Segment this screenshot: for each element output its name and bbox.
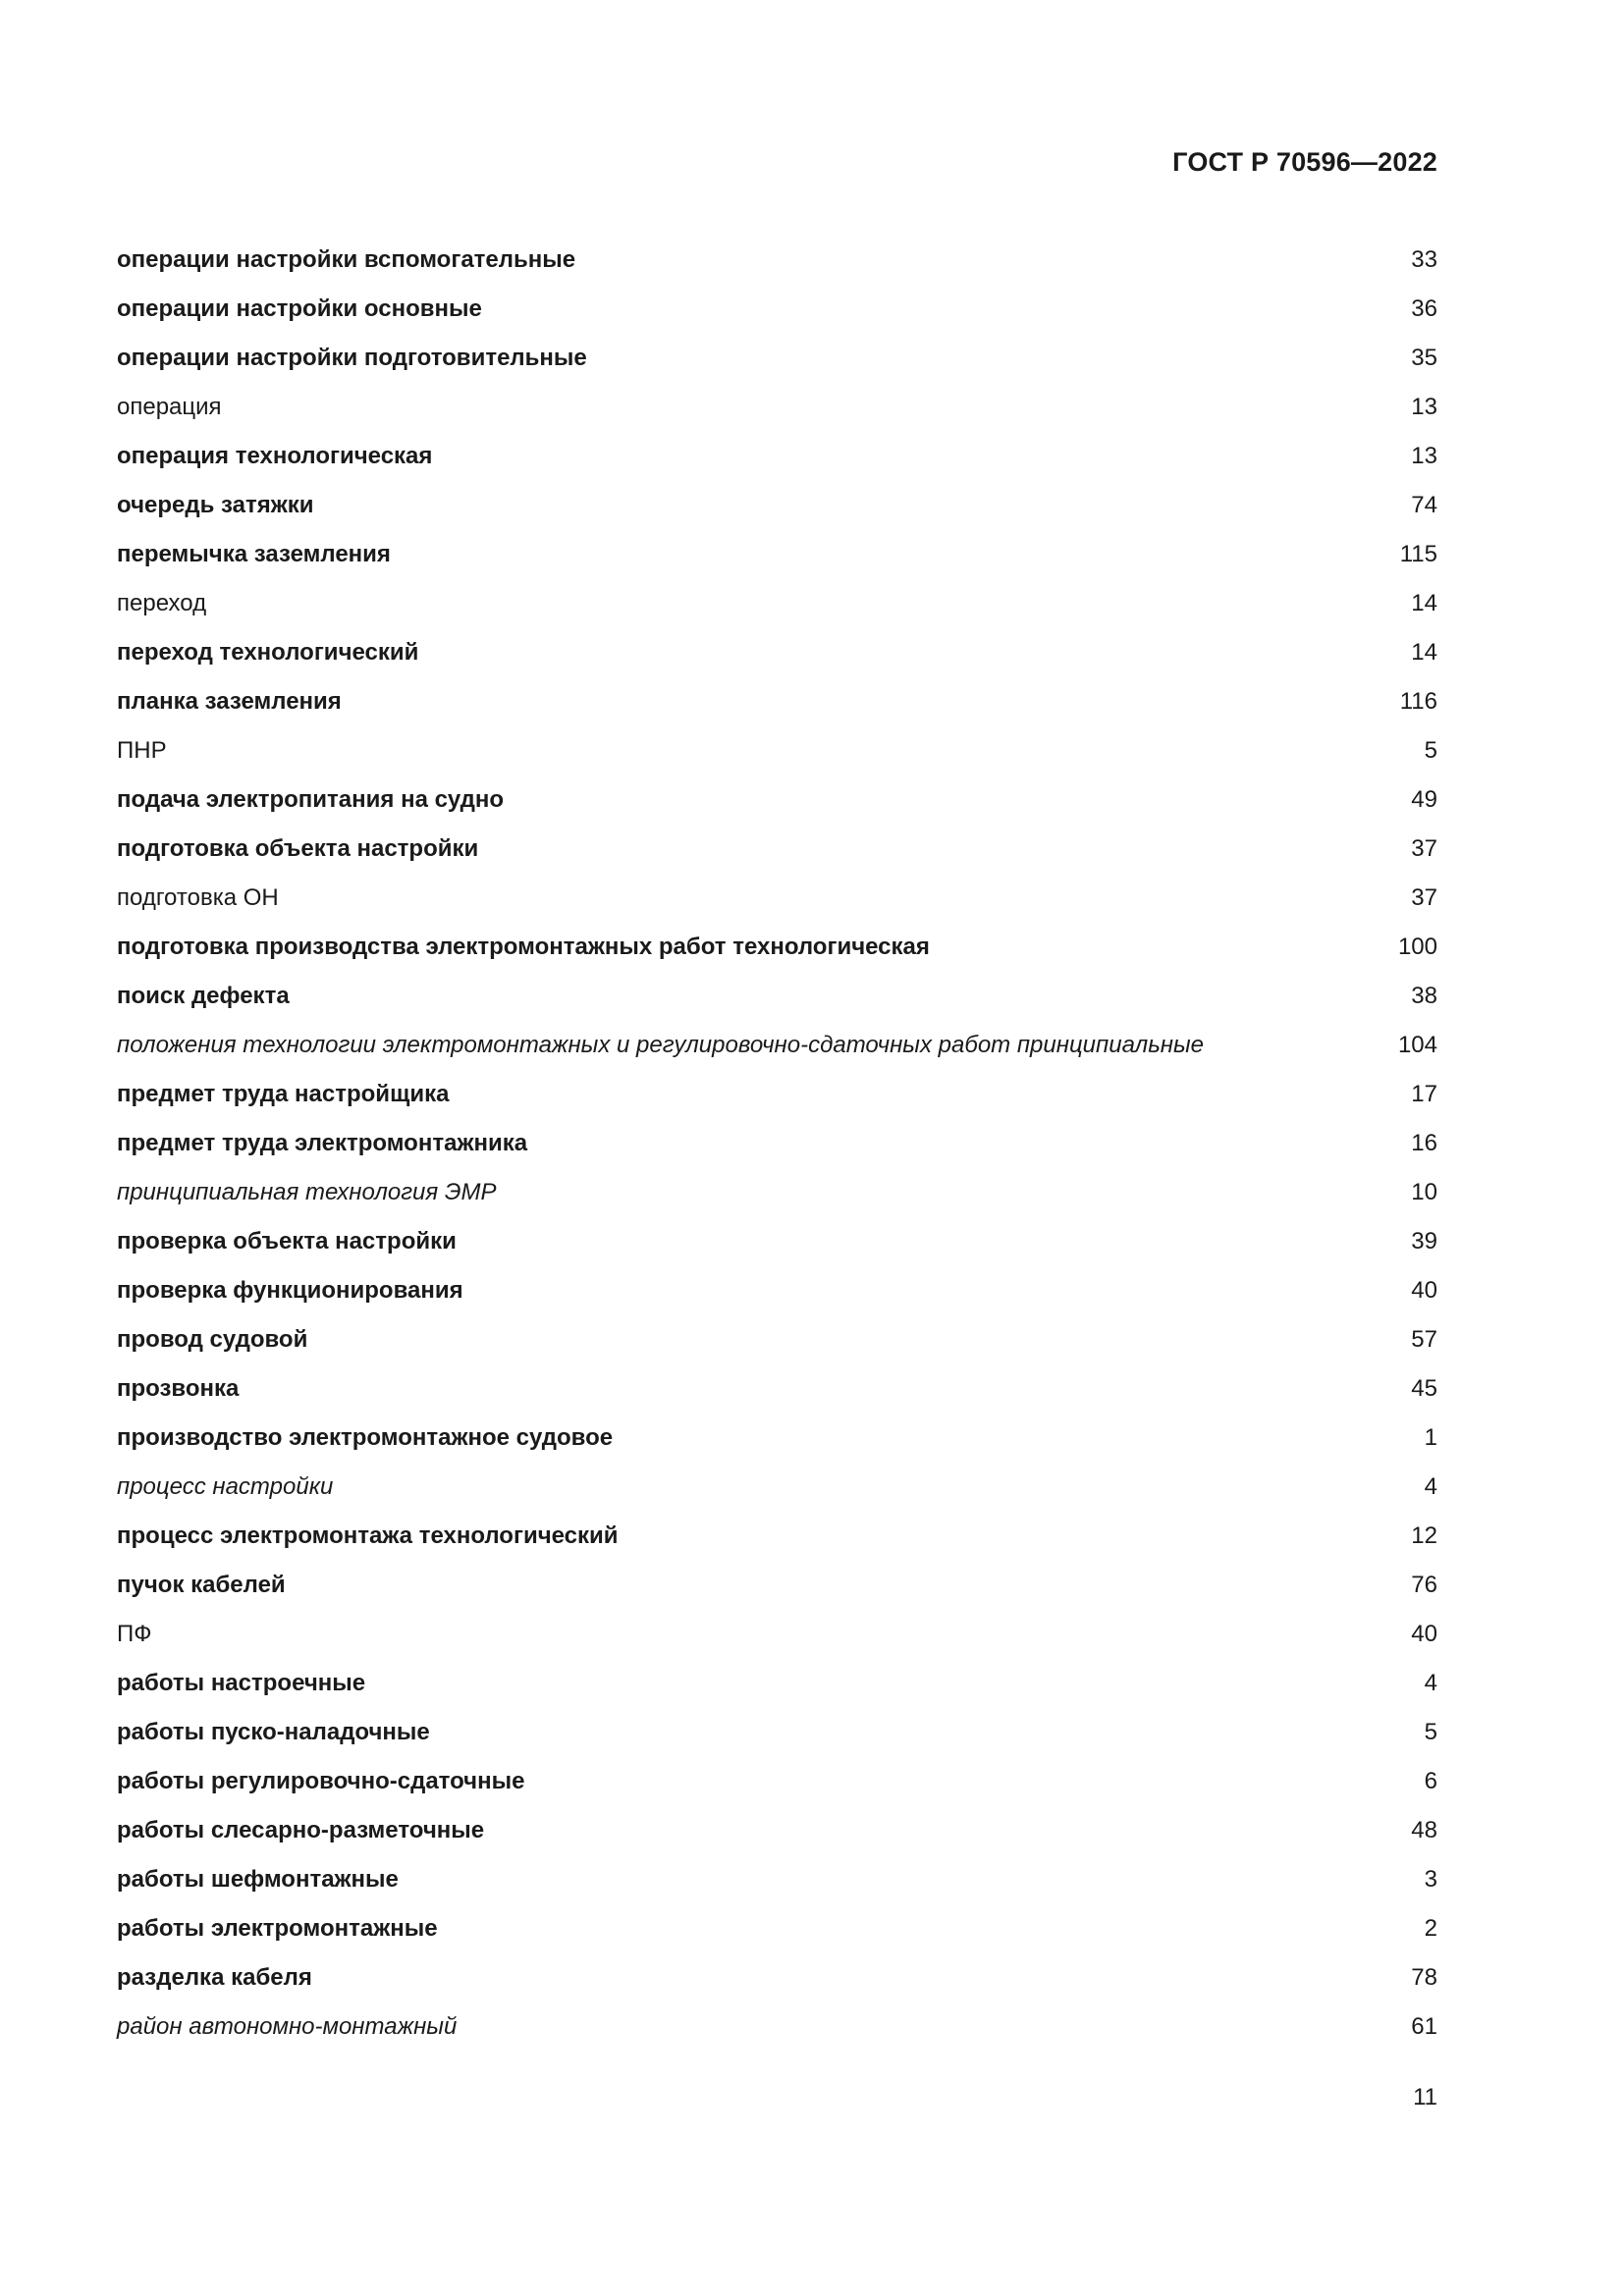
index-term: процесс электромонтажа технологический	[117, 1522, 619, 1549]
index-entry	[117, 1512, 1437, 1561]
index-term: работы электромонтажные	[117, 1915, 438, 1942]
index-page-ref: 40	[1411, 1277, 1437, 1304]
index-term: операции настройки подготовительные	[117, 345, 587, 371]
index-term: предмет труда электромонтажника	[117, 1130, 528, 1156]
index-page-ref: 100	[1397, 934, 1437, 960]
index-entry	[117, 530, 1437, 579]
index-page-ref: 74	[1411, 492, 1437, 518]
index-page-ref: 5	[1424, 737, 1437, 764]
index-entry	[117, 334, 1437, 383]
index-term: планка заземления	[117, 688, 342, 715]
index-term: проверка объекта настройки	[117, 1228, 457, 1255]
index-term: операция технологическая	[117, 443, 433, 469]
index-term: прозвонка	[117, 1375, 240, 1402]
index-entry	[117, 1364, 1437, 1414]
index-page-ref: 16	[1411, 1130, 1437, 1156]
index-term: ПФ	[117, 1621, 152, 1647]
index-page-ref: 37	[1411, 835, 1437, 862]
index-entry	[117, 2002, 1437, 2052]
index-page-ref: 49	[1411, 786, 1437, 813]
index-page-ref: 48	[1411, 1817, 1437, 1843]
index-entry	[117, 677, 1437, 726]
index-page-ref: 1	[1424, 1424, 1437, 1451]
index-entry	[117, 923, 1437, 972]
index-term: процесс настройки	[117, 1473, 334, 1500]
index-entry	[117, 383, 1437, 432]
index-page-ref: 36	[1411, 295, 1437, 322]
index-term: пучок кабелей	[117, 1572, 286, 1598]
index-page-ref: 39	[1411, 1228, 1437, 1255]
index-page-ref: 14	[1411, 639, 1437, 666]
index-entry	[117, 1953, 1437, 2002]
index-page-ref: 17	[1411, 1081, 1437, 1107]
index-entry	[117, 1414, 1437, 1463]
index-page-ref: 12	[1411, 1522, 1437, 1549]
index-term: район автономно-монтажный	[117, 2013, 458, 2040]
index-entry	[117, 825, 1437, 874]
index-entry	[117, 1708, 1437, 1757]
index-term: подготовка производства электромонтажных работ технологическая	[117, 934, 930, 960]
index-entry	[117, 1021, 1437, 1070]
alphabetical-index	[117, 236, 1437, 2052]
index-term: очередь затяжки	[117, 492, 314, 518]
index-entry	[117, 1757, 1437, 1806]
document-header: ГОСТ Р 70596—2022	[1172, 147, 1437, 177]
index-page-ref: 5	[1424, 1719, 1437, 1745]
index-term: положения технологии электромонтажных и регулировочно-сдаточных работ принципиальные	[117, 1032, 1205, 1058]
index-entry	[117, 1168, 1437, 1217]
index-entry	[117, 1610, 1437, 1659]
index-page-ref: 116	[1399, 688, 1437, 715]
index-page-ref: 13	[1411, 443, 1437, 469]
index-entry	[117, 285, 1437, 334]
index-entry	[117, 775, 1437, 825]
index-term: операции настройки вспомогательные	[117, 246, 576, 273]
index-term: работы регулировочно-сдаточные	[117, 1768, 525, 1794]
index-page-ref: 38	[1411, 983, 1437, 1009]
index-page-ref: 115	[1399, 541, 1437, 567]
index-entry	[117, 874, 1437, 923]
index-entry	[117, 1070, 1437, 1119]
index-page-ref: 37	[1411, 884, 1437, 911]
index-term: подача электропитания на судно	[117, 786, 505, 813]
index-entry	[117, 1315, 1437, 1364]
index-page-ref: 10	[1411, 1179, 1437, 1205]
index-page-ref: 33	[1411, 246, 1437, 273]
index-entry	[117, 1119, 1437, 1168]
index-page-ref: 4	[1424, 1670, 1437, 1696]
page-number: 11	[1413, 2084, 1437, 2110]
index-term: переход	[117, 590, 207, 616]
index-entry	[117, 1561, 1437, 1610]
index-page-ref: 78	[1411, 1964, 1437, 1991]
index-entry	[117, 432, 1437, 481]
index-page-ref: 104	[1397, 1032, 1437, 1058]
index-term: переход технологический	[117, 639, 419, 666]
index-term: разделка кабеля	[117, 1964, 312, 1991]
index-entry	[117, 236, 1437, 285]
index-term: производство электромонтажное судовое	[117, 1424, 614, 1451]
index-term: работы настроечные	[117, 1670, 366, 1696]
index-page-ref: 14	[1411, 590, 1437, 616]
index-entry	[117, 1904, 1437, 1953]
index-page-ref: 3	[1424, 1866, 1437, 1893]
index-page-ref: 45	[1411, 1375, 1437, 1402]
index-term: предмет труда настройщика	[117, 1081, 450, 1107]
index-entry	[117, 1855, 1437, 1904]
index-term: принципиальная технология ЭМР	[117, 1179, 497, 1205]
index-entry	[117, 972, 1437, 1021]
index-page-ref: 6	[1424, 1768, 1437, 1794]
index-page-ref: 40	[1411, 1621, 1437, 1647]
index-entry	[117, 1217, 1437, 1266]
index-page-ref: 35	[1411, 345, 1437, 371]
index-entry	[117, 1806, 1437, 1855]
index-term: проверка функционирования	[117, 1277, 463, 1304]
index-entry	[117, 726, 1437, 775]
index-entry	[117, 1659, 1437, 1708]
index-term: работы пуско-наладочные	[117, 1719, 430, 1745]
index-term: работы слесарно-разметочные	[117, 1817, 485, 1843]
index-term: перемычка заземления	[117, 541, 391, 567]
index-term: подготовка объекта настройки	[117, 835, 479, 862]
index-entry	[117, 1463, 1437, 1512]
index-entry	[117, 1266, 1437, 1315]
index-page-ref: 57	[1411, 1326, 1437, 1353]
index-page-ref: 2	[1424, 1915, 1437, 1942]
index-term: работы шефмонтажные	[117, 1866, 399, 1893]
index-entry	[117, 481, 1437, 530]
index-term: операции настройки основные	[117, 295, 482, 322]
index-term: подготовка ОН	[117, 884, 279, 911]
index-page-ref: 4	[1424, 1473, 1437, 1500]
index-entry	[117, 628, 1437, 677]
index-term: ПНР	[117, 737, 167, 764]
index-term: операция	[117, 394, 222, 420]
index-term: провод судовой	[117, 1326, 308, 1353]
index-page-ref: 76	[1411, 1572, 1437, 1598]
index-term: поиск дефекта	[117, 983, 290, 1009]
index-page-ref: 61	[1411, 2013, 1437, 2040]
index-entry	[117, 579, 1437, 628]
index-page-ref: 13	[1411, 394, 1437, 420]
